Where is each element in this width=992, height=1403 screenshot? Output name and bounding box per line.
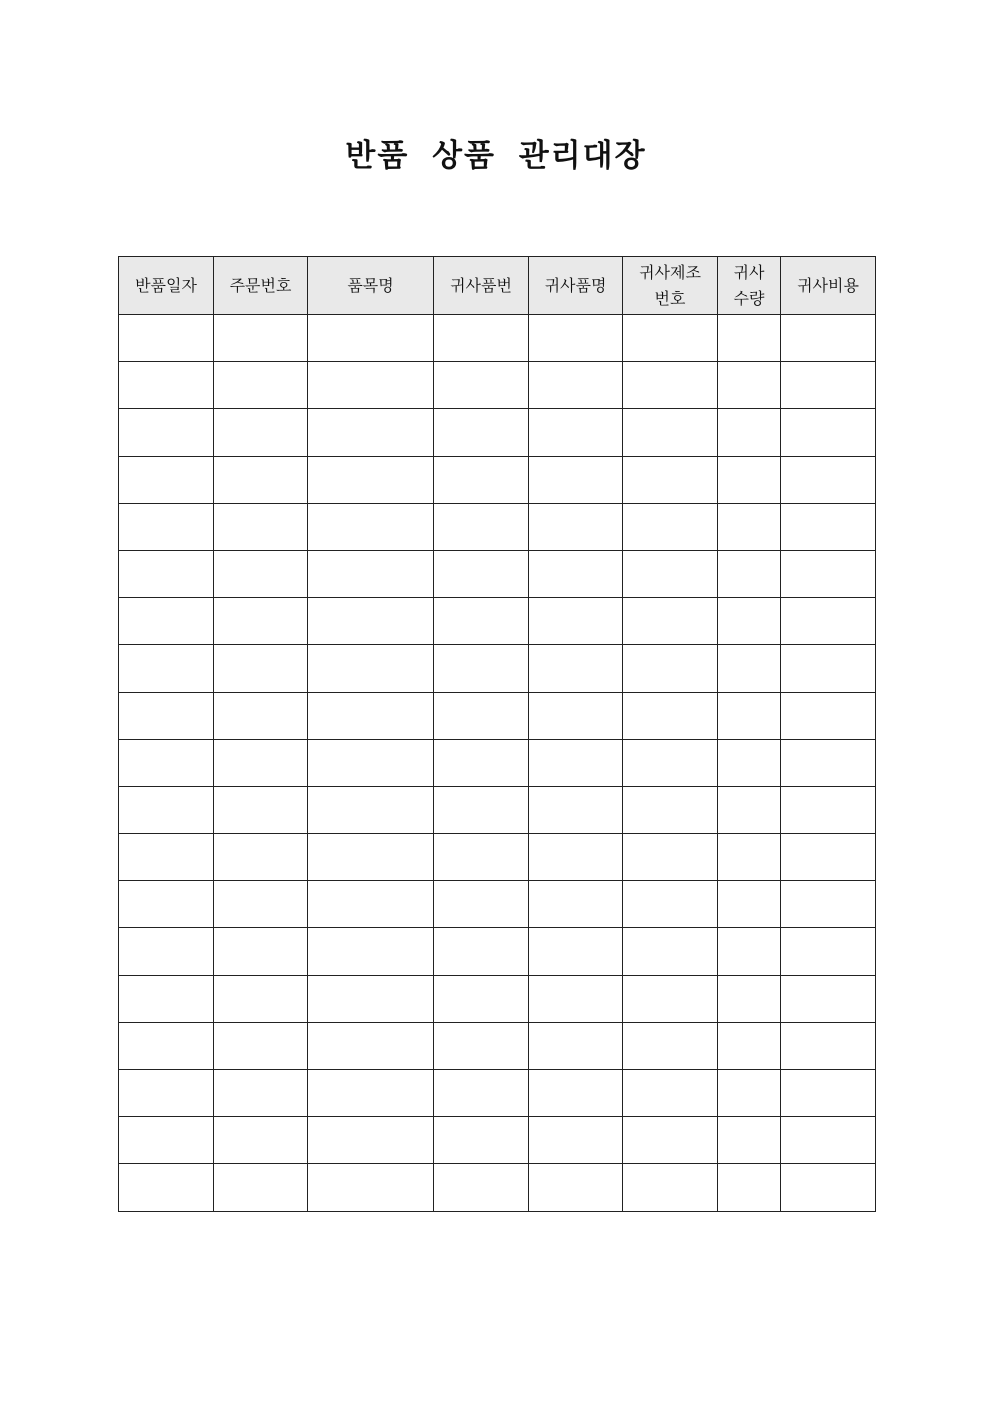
table-cell-product-name[interactable] xyxy=(529,928,623,975)
table-cell-manufacture-number[interactable] xyxy=(623,834,718,881)
header-line: 수량 xyxy=(733,288,765,308)
table-row xyxy=(119,645,876,692)
table-cell-part-number[interactable] xyxy=(434,1070,529,1117)
page-title: 반품 상품 관리대장 xyxy=(345,138,647,174)
table-cell-item-name[interactable] xyxy=(308,1070,434,1117)
table-cell-item-name[interactable] xyxy=(308,645,434,692)
table-cell-order-number[interactable] xyxy=(214,550,308,597)
table-cell-quantity[interactable] xyxy=(718,692,781,739)
column-header-quantity xyxy=(718,257,781,315)
table-cell-part-number[interactable] xyxy=(434,362,529,409)
table-cell-product-name[interactable] xyxy=(529,1022,623,1069)
table-cell-part-number[interactable] xyxy=(434,550,529,597)
table-cell-quantity[interactable] xyxy=(718,1070,781,1117)
table-cell-quantity[interactable] xyxy=(718,456,781,503)
table-cell-quantity[interactable] xyxy=(718,409,781,456)
table-cell-product-name[interactable] xyxy=(529,503,623,550)
table-cell-cost[interactable] xyxy=(781,456,876,503)
table-row xyxy=(119,550,876,597)
table-cell-cost[interactable] xyxy=(781,834,876,881)
table-cell-part-number[interactable] xyxy=(434,598,529,645)
table-row xyxy=(119,739,876,786)
table-cell-item-name[interactable] xyxy=(308,503,434,550)
table-cell-return-date[interactable] xyxy=(119,786,214,833)
table-cell-cost[interactable] xyxy=(781,315,876,362)
table-row xyxy=(119,503,876,550)
table-cell-product-name[interactable] xyxy=(529,739,623,786)
table-cell-quantity[interactable] xyxy=(718,1117,781,1164)
table-cell-manufacture-number[interactable] xyxy=(623,1022,718,1069)
return-ledger-table xyxy=(118,256,876,1212)
table-cell-order-number[interactable] xyxy=(214,834,308,881)
table-cell-part-number[interactable] xyxy=(434,1117,529,1164)
table-cell-quantity[interactable] xyxy=(718,1164,781,1211)
table-cell-manufacture-number[interactable] xyxy=(623,362,718,409)
header-line: 귀사품번 xyxy=(450,275,512,295)
column-header-part-number xyxy=(434,257,529,315)
table-cell-manufacture-number[interactable] xyxy=(623,881,718,928)
table-cell-quantity[interactable] xyxy=(718,1022,781,1069)
table-cell-quantity[interactable] xyxy=(718,739,781,786)
table-cell-item-name[interactable] xyxy=(308,928,434,975)
table-cell-part-number[interactable] xyxy=(434,456,529,503)
table-cell-quantity[interactable] xyxy=(718,645,781,692)
table-cell-manufacture-number[interactable] xyxy=(623,692,718,739)
table-cell-manufacture-number[interactable] xyxy=(623,975,718,1022)
table-cell-quantity[interactable] xyxy=(718,362,781,409)
table-cell-return-date[interactable] xyxy=(119,1070,214,1117)
column-header-cost xyxy=(781,257,876,315)
table-cell-order-number[interactable] xyxy=(214,362,308,409)
table-cell-order-number[interactable] xyxy=(214,928,308,975)
table-cell-return-date[interactable] xyxy=(119,834,214,881)
table-cell-order-number[interactable] xyxy=(214,1070,308,1117)
table-cell-product-name[interactable] xyxy=(529,315,623,362)
table-row xyxy=(119,456,876,503)
table-cell-return-date[interactable] xyxy=(119,598,214,645)
table-cell-product-name[interactable] xyxy=(529,598,623,645)
table-header-row xyxy=(119,257,876,315)
table-cell-quantity[interactable] xyxy=(718,786,781,833)
table-cell-manufacture-number[interactable] xyxy=(623,645,718,692)
header-line: 귀사 xyxy=(733,262,765,282)
table-row xyxy=(119,362,876,409)
table-cell-product-name[interactable] xyxy=(529,834,623,881)
column-header-manufacture-number xyxy=(623,257,718,315)
table-cell-quantity[interactable] xyxy=(718,975,781,1022)
table-row xyxy=(119,692,876,739)
table-row xyxy=(119,928,876,975)
table-cell-product-name[interactable] xyxy=(529,645,623,692)
table-row xyxy=(119,1022,876,1069)
table-cell-manufacture-number[interactable] xyxy=(623,315,718,362)
table-cell-order-number[interactable] xyxy=(214,1022,308,1069)
table-cell-cost[interactable] xyxy=(781,739,876,786)
table-cell-product-name[interactable] xyxy=(529,1117,623,1164)
table-cell-item-name[interactable] xyxy=(308,315,434,362)
table-cell-cost[interactable] xyxy=(781,503,876,550)
table-cell-item-name[interactable] xyxy=(308,1022,434,1069)
table-cell-order-number[interactable] xyxy=(214,409,308,456)
table-cell-product-name[interactable] xyxy=(529,550,623,597)
table-cell-item-name[interactable] xyxy=(308,786,434,833)
table-cell-cost[interactable] xyxy=(781,881,876,928)
table-cell-part-number[interactable] xyxy=(434,881,529,928)
column-header-item-name xyxy=(308,257,434,315)
table-cell-manufacture-number[interactable] xyxy=(623,1117,718,1164)
header-line: 품목명 xyxy=(347,275,394,295)
table-cell-manufacture-number[interactable] xyxy=(623,503,718,550)
header-line: 귀사비용 xyxy=(797,275,859,295)
table-cell-cost[interactable] xyxy=(781,1070,876,1117)
table-cell-part-number[interactable] xyxy=(434,1164,529,1211)
table-cell-item-name[interactable] xyxy=(308,456,434,503)
table-cell-order-number[interactable] xyxy=(214,503,308,550)
table-cell-item-name[interactable] xyxy=(308,692,434,739)
table-cell-manufacture-number[interactable] xyxy=(623,598,718,645)
table-cell-item-name[interactable] xyxy=(308,975,434,1022)
table-cell-quantity[interactable] xyxy=(718,834,781,881)
table-cell-return-date[interactable] xyxy=(119,409,214,456)
header-line: 귀사품명 xyxy=(544,275,607,295)
table-cell-return-date[interactable] xyxy=(119,692,214,739)
table-cell-return-date[interactable] xyxy=(119,315,214,362)
table-row xyxy=(119,1117,876,1164)
header-line: 귀사제조 xyxy=(639,262,701,282)
table-cell-quantity[interactable] xyxy=(718,550,781,597)
table-cell-quantity[interactable] xyxy=(718,503,781,550)
table-cell-quantity[interactable] xyxy=(718,598,781,645)
table-cell-item-name[interactable] xyxy=(308,739,434,786)
table-row xyxy=(119,1164,876,1211)
table-cell-product-name[interactable] xyxy=(529,881,623,928)
header-line: 반품일자 xyxy=(135,275,197,295)
table-cell-product-name[interactable] xyxy=(529,975,623,1022)
table-cell-product-name[interactable] xyxy=(529,456,623,503)
table-cell-part-number[interactable] xyxy=(434,928,529,975)
table-cell-manufacture-number[interactable] xyxy=(623,928,718,975)
table-cell-return-date[interactable] xyxy=(119,1117,214,1164)
table-cell-cost[interactable] xyxy=(781,362,876,409)
table-cell-manufacture-number[interactable] xyxy=(623,1070,718,1117)
table-cell-product-name[interactable] xyxy=(529,362,623,409)
table-cell-order-number[interactable] xyxy=(214,786,308,833)
table-cell-return-date[interactable] xyxy=(119,456,214,503)
table-cell-return-date[interactable] xyxy=(119,1022,214,1069)
table-cell-cost[interactable] xyxy=(781,409,876,456)
table-cell-return-date[interactable] xyxy=(119,645,214,692)
column-header-product-name xyxy=(529,257,623,315)
table-cell-cost[interactable] xyxy=(781,550,876,597)
table-cell-part-number[interactable] xyxy=(434,409,529,456)
table-cell-order-number[interactable] xyxy=(214,1164,308,1211)
table-cell-return-date[interactable] xyxy=(119,881,214,928)
table-cell-order-number[interactable] xyxy=(214,1117,308,1164)
table-cell-cost[interactable] xyxy=(781,975,876,1022)
table-cell-part-number[interactable] xyxy=(434,645,529,692)
header-line: 번호 xyxy=(654,288,686,308)
table-cell-order-number[interactable] xyxy=(214,315,308,362)
column-header-return-date xyxy=(119,257,214,315)
table-cell-item-name[interactable] xyxy=(308,881,434,928)
table-cell-cost[interactable] xyxy=(781,1022,876,1069)
table-cell-return-date[interactable] xyxy=(119,739,214,786)
table-body xyxy=(119,315,876,1212)
table-cell-manufacture-number[interactable] xyxy=(623,550,718,597)
table-cell-return-date[interactable] xyxy=(119,362,214,409)
table-cell-return-date[interactable] xyxy=(119,550,214,597)
table-cell-cost[interactable] xyxy=(781,598,876,645)
table-cell-manufacture-number[interactable] xyxy=(623,409,718,456)
table-cell-cost[interactable] xyxy=(781,1117,876,1164)
table-cell-product-name[interactable] xyxy=(529,1164,623,1211)
table-cell-return-date[interactable] xyxy=(119,1164,214,1211)
table-cell-return-date[interactable] xyxy=(119,975,214,1022)
table-row xyxy=(119,975,876,1022)
table-cell-product-name[interactable] xyxy=(529,786,623,833)
table-row xyxy=(119,881,876,928)
table-cell-cost[interactable] xyxy=(781,692,876,739)
table-cell-part-number[interactable] xyxy=(434,315,529,362)
table-cell-quantity[interactable] xyxy=(718,881,781,928)
table-cell-manufacture-number[interactable] xyxy=(623,786,718,833)
table-cell-item-name[interactable] xyxy=(308,1164,434,1211)
table-cell-item-name[interactable] xyxy=(308,1117,434,1164)
table-row xyxy=(119,409,876,456)
table-cell-cost[interactable] xyxy=(781,928,876,975)
table-cell-order-number[interactable] xyxy=(214,739,308,786)
table-cell-cost[interactable] xyxy=(781,786,876,833)
table-cell-item-name[interactable] xyxy=(308,550,434,597)
table-cell-return-date[interactable] xyxy=(119,503,214,550)
table-row xyxy=(119,834,876,881)
table-cell-item-name[interactable] xyxy=(308,598,434,645)
table-cell-item-name[interactable] xyxy=(308,834,434,881)
table-row xyxy=(119,598,876,645)
table-cell-part-number[interactable] xyxy=(434,786,529,833)
header-line: 주문번호 xyxy=(229,275,292,295)
table-cell-item-name[interactable] xyxy=(308,409,434,456)
table-cell-part-number[interactable] xyxy=(434,692,529,739)
table-cell-part-number[interactable] xyxy=(434,834,529,881)
table-cell-order-number[interactable] xyxy=(214,456,308,503)
table-cell-order-number[interactable] xyxy=(214,692,308,739)
table-cell-part-number[interactable] xyxy=(434,739,529,786)
table-cell-item-name[interactable] xyxy=(308,362,434,409)
table-cell-quantity[interactable] xyxy=(718,315,781,362)
table-cell-product-name[interactable] xyxy=(529,409,623,456)
table-cell-part-number[interactable] xyxy=(434,503,529,550)
table-row xyxy=(119,315,876,362)
table-cell-manufacture-number[interactable] xyxy=(623,739,718,786)
table-cell-order-number[interactable] xyxy=(214,598,308,645)
table-row xyxy=(119,1070,876,1117)
table-cell-cost[interactable] xyxy=(781,645,876,692)
table-cell-cost[interactable] xyxy=(781,1164,876,1211)
table-cell-part-number[interactable] xyxy=(434,975,529,1022)
table-cell-return-date[interactable] xyxy=(119,928,214,975)
table-cell-manufacture-number[interactable] xyxy=(623,456,718,503)
table-cell-order-number[interactable] xyxy=(214,881,308,928)
table-cell-product-name[interactable] xyxy=(529,1070,623,1117)
table-cell-manufacture-number[interactable] xyxy=(623,1164,718,1211)
table-cell-order-number[interactable] xyxy=(214,645,308,692)
table-cell-order-number[interactable] xyxy=(214,975,308,1022)
column-header-order-number xyxy=(214,257,308,315)
table-cell-part-number[interactable] xyxy=(434,1022,529,1069)
table-cell-product-name[interactable] xyxy=(529,692,623,739)
table-row xyxy=(119,786,876,833)
table-cell-quantity[interactable] xyxy=(718,928,781,975)
